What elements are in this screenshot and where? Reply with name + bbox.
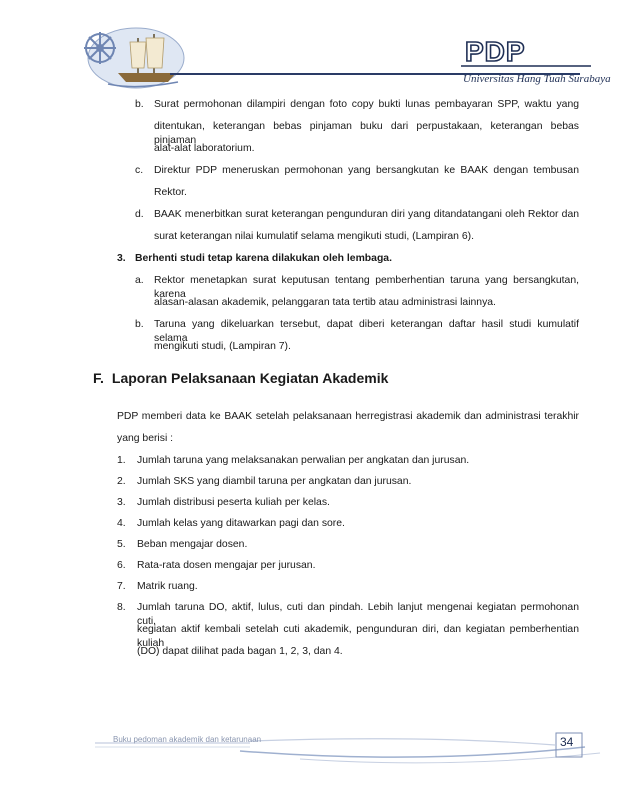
list-number: 2. <box>117 476 126 487</box>
intro-line: PDP memberi data ke BAAK setelah pelaksanaan herregistrasi akademik dan administrasi terakhir <box>117 411 579 422</box>
list-item-line: (DO) dapat dilihat pada bagan 1, 2, 3, dan 4. <box>137 646 343 657</box>
item-line: Rektor. <box>154 187 187 198</box>
item-title: Berhenti studi tetap karena dilakukan oleh lembaga. <box>135 253 392 264</box>
item-line: surat keterangan nilai kumulatif selama mengikuti studi, (Lampiran 6). <box>154 231 474 242</box>
section-title: Laporan Pelaksanaan Kegiatan Akademik <box>111 370 389 386</box>
item-line: ditentukan, keterangan bebas pinjaman buku dari perpustakaan, keterangan bebas pinjaman <box>154 121 579 146</box>
pdp-logo <box>455 35 611 95</box>
item-line: mengikuti studi, (Lampiran 7). <box>154 341 291 352</box>
list-number: 8. <box>117 602 126 613</box>
item-line: Taruna yang dikeluarkan tersebut, dapat diberi keterangan daftar hasil studi kumulatif selama <box>154 319 579 344</box>
page-header <box>0 0 638 100</box>
section-label: F. <box>93 370 104 386</box>
list-number: 7. <box>117 581 126 592</box>
item-line: Rektor menetapkan surat keputusan tentang pemberhentian taruna yang bersangkutan, karena <box>154 275 579 300</box>
list-item: Matrik ruang. <box>137 581 198 592</box>
page-number: 34 <box>560 735 574 749</box>
item-label: d. <box>135 209 144 220</box>
list-item: Jumlah taruna yang melaksanakan perwalian per angkatan dan jurusan. <box>137 455 470 466</box>
list-number: 3. <box>117 497 126 508</box>
section-f-heading <box>93 370 388 386</box>
intro-line: yang berisi : <box>117 433 174 444</box>
item-label: b. <box>135 319 144 330</box>
footer-swoosh-icon <box>0 725 638 785</box>
logo-subtitle: Universitas Hang Tuah Surabaya <box>463 73 611 85</box>
list-item-line: kegiatan aktif kembali setelah cuti akademik, pengunduran diri, dan kegiatan pemberhentian kuliah <box>137 624 579 649</box>
item-number: 3. <box>117 253 126 264</box>
ship-emblem-icon <box>78 18 188 98</box>
list-item: Jumlah SKS yang diambil taruna per angkatan dan jurusan. <box>137 476 412 487</box>
list-item: Beban mengajar dosen. <box>137 539 248 550</box>
list-item: Jumlah distribusi peserta kuliah per kelas. <box>137 497 330 508</box>
list-number: 5. <box>117 539 126 550</box>
list-item-line: Jumlah taruna DO, aktif, lulus, cuti dan pindah. Lebih lanjut mengenai kegiatan permohonan cuti, <box>137 602 579 627</box>
logo-text: PDP <box>465 36 526 67</box>
item-line: Direktur PDP meneruskan permohonan yang bersangkutan ke BAAK dengan tembusan <box>154 165 579 176</box>
list-item: Rata-rata dosen mengajar per jurusan. <box>137 560 316 571</box>
page-footer <box>0 725 638 785</box>
item-label: a. <box>135 275 144 286</box>
list-item: Jumlah kelas yang ditawarkan pagi dan sore. <box>137 518 345 529</box>
item-label: b. <box>135 99 144 110</box>
list-number: 4. <box>117 518 126 529</box>
list-number: 1. <box>117 455 126 466</box>
item-line: alasan-alasan akademik, pelanggaran tata tertib atau administrasi lainnya. <box>154 297 496 308</box>
item-label: c. <box>135 165 144 176</box>
item-line: BAAK menerbitkan surat keterangan pengunduran diri yang ditandatangani oleh Rektor dan <box>154 209 579 220</box>
item-line: Surat permohonan dilampiri dengan foto copy bukti lunas pembayaran SPP, waktu yang <box>154 99 579 110</box>
item-line: alat-alat laboratorium. <box>154 143 255 154</box>
footer-text: Buku pedoman akademik dan ketarunaan <box>113 735 262 744</box>
list-number: 6. <box>117 560 126 571</box>
